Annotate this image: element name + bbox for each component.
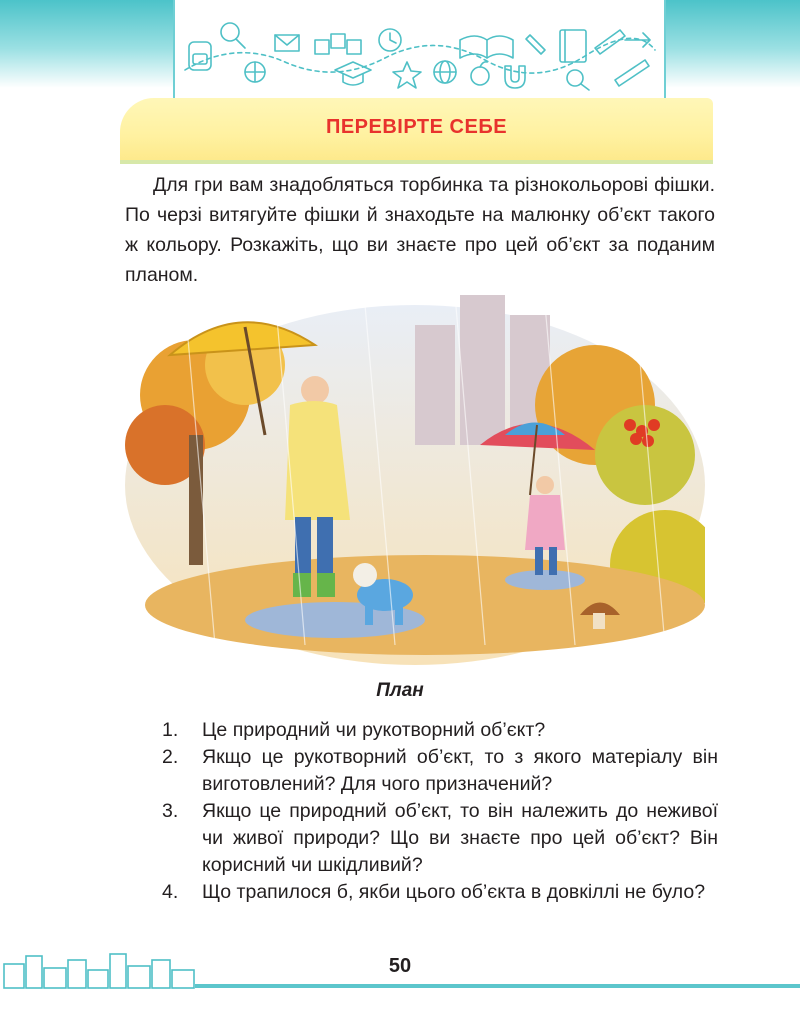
plan-title: План bbox=[376, 680, 424, 701]
magnifier-icon bbox=[567, 70, 589, 90]
ball-icon bbox=[245, 62, 265, 82]
plan-item bbox=[162, 717, 718, 744]
envelope-icon bbox=[275, 35, 299, 51]
page-number: 50 bbox=[388, 955, 412, 977]
heading-underline bbox=[120, 160, 713, 164]
pencil-icon bbox=[595, 30, 625, 54]
footer-line bbox=[195, 984, 800, 988]
plan-item-text: Якщо це рукотворний об’єкт, то з якого матеріалу він виготовлений? Для чого призначений? bbox=[202, 746, 718, 795]
school-doodles bbox=[175, 0, 664, 100]
intro-paragraph: Для гри вам знадобляться торбинка та різнокольорові фішки. По черзі витягуйте фішки й знаходьте на малюнку об’єкт такого ж кольору. Розкажіть, що ви знаєте про цей об’єкт за поданим планом. bbox=[125, 174, 715, 286]
autumn-park-illustration bbox=[125, 285, 705, 665]
plan-item-text: Це природний чи рукотворний об’єкт? bbox=[202, 719, 546, 741]
plan-item-text: Що трапилося б, якби цього об’єкта в довкіллі не було? bbox=[202, 881, 706, 903]
pencil-icon bbox=[615, 60, 649, 86]
plan-item-number: 2. bbox=[162, 746, 179, 768]
plan-item-number: 1. bbox=[162, 719, 179, 741]
plan-item-number: 4. bbox=[162, 881, 179, 903]
plan-item bbox=[162, 798, 718, 879]
doodle-panel bbox=[173, 0, 666, 100]
plan-list bbox=[162, 717, 718, 906]
clock-icon bbox=[379, 29, 401, 51]
plan-item-text: Якщо це природний об’єкт, то він належить до неживої чи живої природи? Що ви знаєте про цей об’єкт? Він корисний чи шкідливий? bbox=[202, 800, 718, 876]
abc-blocks-icon bbox=[315, 34, 361, 54]
magnifier-icon bbox=[221, 23, 245, 48]
section-heading: ПЕРЕВІРТЕ СЕБЕ bbox=[325, 116, 508, 138]
plan-item bbox=[162, 744, 718, 798]
star-icon bbox=[393, 62, 421, 88]
book-icon bbox=[460, 36, 513, 58]
plan-item bbox=[162, 879, 718, 906]
globe-icon bbox=[434, 61, 456, 83]
pencil-icon bbox=[526, 35, 545, 54]
arrow-icon bbox=[625, 33, 650, 47]
plan-item-number: 3. bbox=[162, 800, 179, 822]
apple-icon bbox=[471, 62, 489, 85]
